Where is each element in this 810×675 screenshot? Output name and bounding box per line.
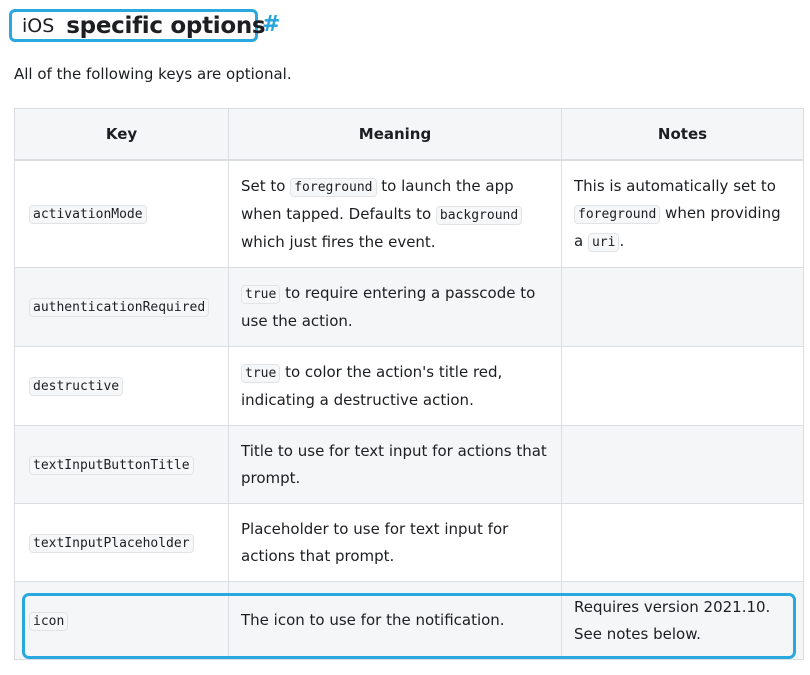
notes-cell	[562, 426, 804, 504]
meaning-cell: The icon to use for the notification.	[229, 582, 562, 660]
header-notes: Notes	[562, 109, 804, 161]
meaning-text: which just fires the event.	[241, 232, 436, 251]
notes-text: .	[619, 231, 625, 250]
key-code: textInputPlaceholder	[29, 534, 194, 553]
key-code: textInputButtonTitle	[29, 456, 194, 475]
key-code: authenticationRequired	[29, 298, 209, 317]
table-row	[15, 426, 804, 504]
options-table	[14, 108, 804, 660]
intro-text: All of the following keys are optional.	[14, 65, 292, 83]
os-label: iOS	[22, 14, 55, 37]
inline-code: uri	[588, 233, 619, 252]
meaning-cell	[229, 160, 562, 268]
table-row	[15, 160, 804, 268]
table-row	[15, 504, 804, 582]
header-meaning: Meaning	[229, 109, 562, 161]
notes-cell	[562, 347, 804, 426]
notes-text: when providing a	[574, 203, 781, 250]
meaning-text: to color the action's title red, indicating a destructive action.	[241, 362, 503, 409]
notes-cell	[562, 504, 804, 582]
notes-cell: Requires version 2021.10. See notes below.	[562, 582, 804, 660]
table-row	[15, 347, 804, 426]
meaning-cell	[229, 347, 562, 426]
table-row	[15, 268, 804, 347]
meaning-cell: Placeholder to use for text input for actions that prompt.	[229, 504, 562, 582]
notes-cell	[562, 160, 804, 268]
key-code: icon	[29, 612, 68, 631]
notes-text: This is automatically set to	[574, 176, 776, 195]
heading-anchor-link[interactable]: #	[262, 12, 281, 37]
key-cell	[15, 426, 229, 504]
key-cell	[15, 582, 229, 660]
inline-code: foreground	[290, 178, 376, 197]
section-heading	[9, 9, 266, 42]
key-cell	[15, 160, 229, 268]
meaning-text: to launch the app when tapped. Defaults to	[241, 176, 514, 223]
meaning-text: to require entering a passcode to use the action.	[241, 283, 536, 330]
notes-cell	[562, 268, 804, 347]
page-title: specific options	[66, 12, 266, 39]
meaning-cell	[229, 268, 562, 347]
key-cell	[15, 268, 229, 347]
table-row	[15, 582, 804, 660]
inline-code: background	[436, 206, 522, 225]
header-key: Key	[15, 109, 229, 161]
key-code: activationMode	[29, 205, 147, 224]
key-cell	[15, 347, 229, 426]
inline-code: foreground	[574, 205, 660, 224]
meaning-cell: Title to use for text input for actions that prompt.	[229, 426, 562, 504]
inline-code: true	[241, 364, 280, 383]
inline-code: true	[241, 285, 280, 304]
key-code: destructive	[29, 377, 123, 396]
key-cell	[15, 504, 229, 582]
table-header-row	[15, 109, 804, 161]
meaning-text: Set to	[241, 176, 291, 195]
